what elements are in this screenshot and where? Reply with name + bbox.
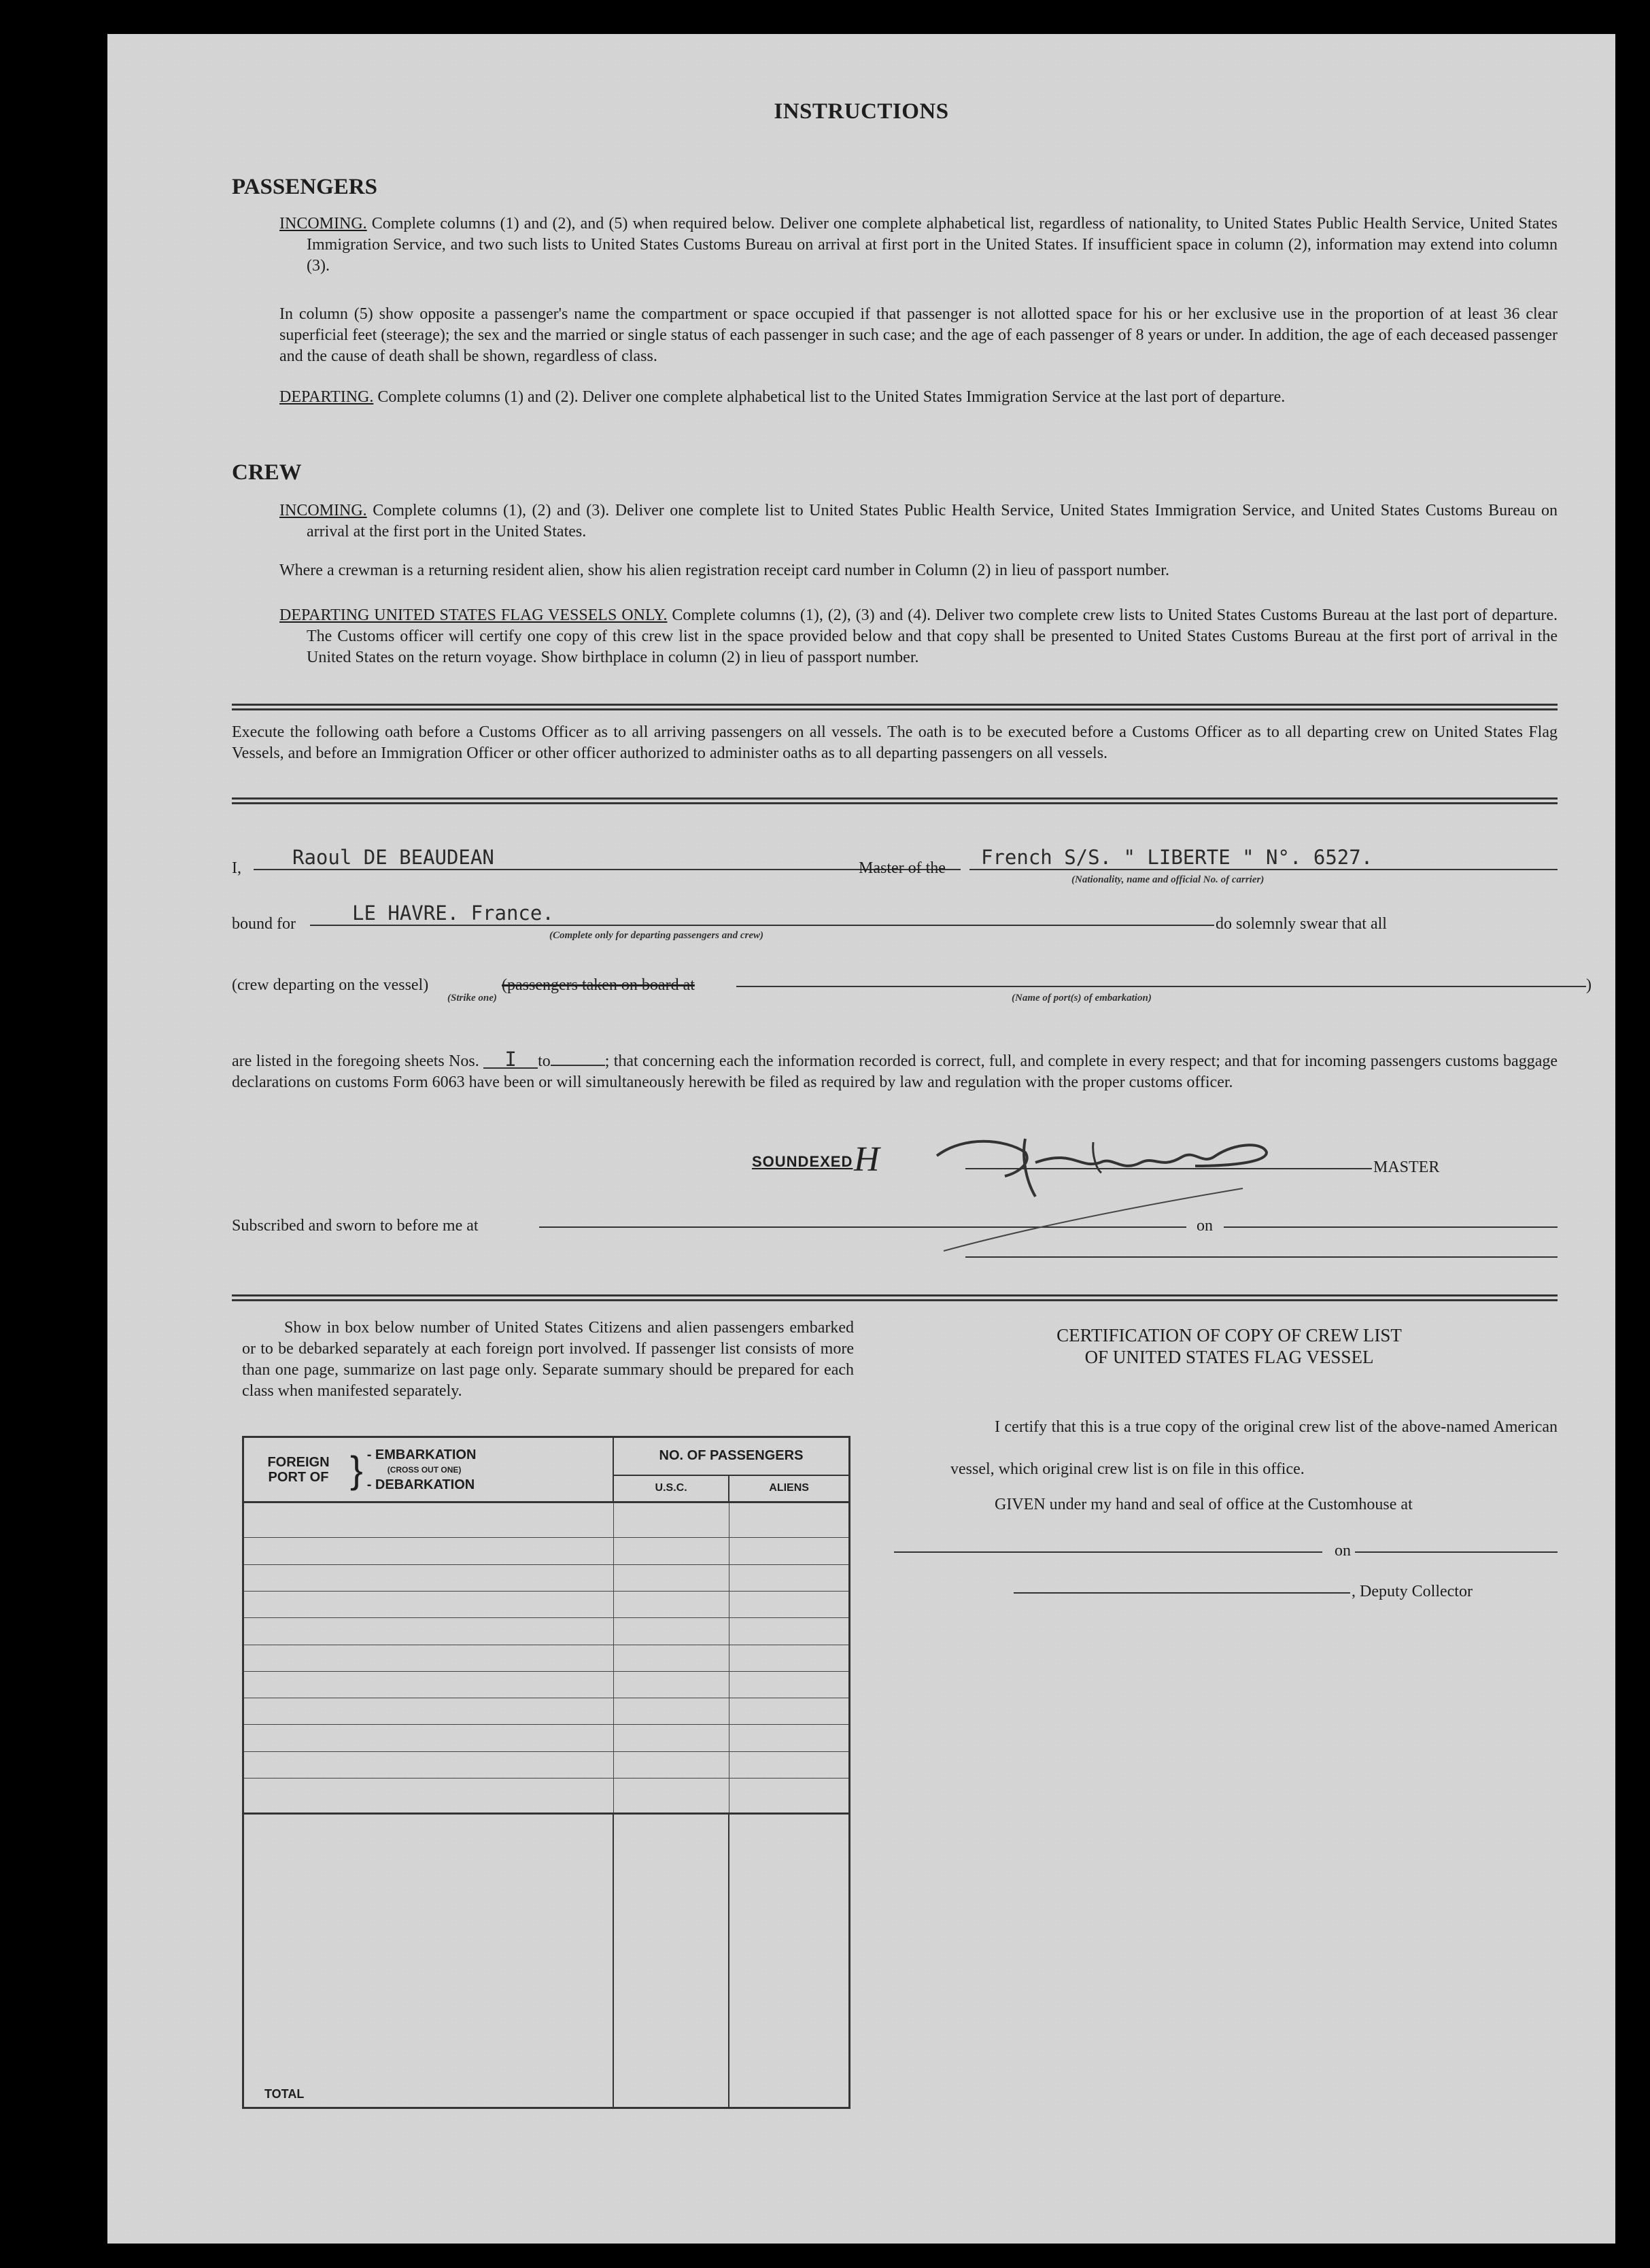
crew-crewman-paragraph: Where a crewman is a returning resident alien, show his alien registration receipt card number in Column (2) in lieu of passport number. <box>279 562 1169 579</box>
port-cell[interactable] <box>243 1618 614 1645</box>
port-column-header <box>243 1437 614 1502</box>
certification-on-label: on <box>1335 1542 1351 1560</box>
crew-incoming-text: Complete columns (1), (2) and (3). Deliver one complete list to United States Public Health Service, United States Immigration Service, and United States Customs Bureau on arrival at the first port in the United States. <box>307 502 1558 540</box>
usc-cell[interactable] <box>613 1645 729 1671</box>
table-row <box>243 1725 850 1751</box>
table-row <box>243 1564 850 1591</box>
passengers-column5-paragraph: In column (5) show opposite a passenger's name the compartment or space occupied if that passenger is not allotted space for his or her exclusive use in the proportion of at least 36 clear superficial feet (steerage); the sex and the married or single status of each passenger in such case; and the age of each passenger of 8 years or under. In addition, the age of each deceased passenger and the cause of death shall be shown, regardless of class. <box>279 305 1558 365</box>
oath-intro: Execute the following oath before a Customs Officer as to all arriving passengers on all vessels. The oath is to be executed before a Customs Officer as to all departing crew on United States Flag Vessels, and before an Immigration Officer or other officer authorized to administer oaths as to all departing passengers on all vessels. <box>232 723 1558 762</box>
cross-out-hint: (CROSS OUT ONE) <box>387 1464 462 1475</box>
to-label: to <box>538 1052 551 1070</box>
vessel-field[interactable]: French S/S. " LIBERTE " N°. 6527. <box>981 846 1373 869</box>
port-cell[interactable] <box>243 1751 614 1778</box>
signature-tail-stroke <box>937 1183 1250 1258</box>
certification-body: I certify that this is a true copy of the original crew list of the above-named American vessel, which original crew list is on file in this office. <box>950 1418 1558 1478</box>
usc-column-header: U.S.C. <box>613 1475 729 1502</box>
port-cell[interactable] <box>243 1779 614 1814</box>
port-cell[interactable] <box>243 1502 614 1538</box>
crew-departing-option: (crew departing on the vessel) <box>232 976 429 994</box>
swear-text: do solemnly swear that all <box>1216 915 1387 933</box>
aliens-cell[interactable] <box>729 1671 849 1698</box>
master-signature-line <box>965 1168 1372 1169</box>
table-row <box>243 1671 850 1698</box>
table-row <box>243 1538 850 1564</box>
port-cell[interactable] <box>243 1698 614 1725</box>
aliens-cell[interactable] <box>729 1502 849 1538</box>
aliens-cell[interactable] <box>729 1645 849 1671</box>
listed-rest: ; that concerning each the information recorded is correct, full, and complete in every respect; and that for incoming passengers customs baggage declarations on customs Form 6063 have been or will simultaneously herewith be filed as required by law and regulation with the proper customs officer. <box>232 1052 1558 1091</box>
crew-incoming-label: INCOMING. <box>279 502 367 519</box>
listed-label: are listed in the foregoing sheets Nos. <box>232 1052 479 1070</box>
crew-incoming-paragraph <box>279 500 1558 543</box>
deputy-signature-line <box>1014 1592 1350 1594</box>
strike-hint: (Strike one) <box>447 993 497 1003</box>
table-row <box>243 1645 850 1671</box>
customhouse-line <box>894 1551 1322 1553</box>
sworn-date-line <box>1224 1226 1558 1228</box>
master-of-label: Master of the <box>859 859 946 877</box>
page-title: INSTRUCTIONS <box>774 99 949 124</box>
form-sheet <box>107 34 1615 2244</box>
port-cell[interactable] <box>243 1671 614 1698</box>
usc-cell[interactable] <box>613 1564 729 1591</box>
passengers-departing-text: Complete columns (1) and (2). Deliver one complete alphabetical list to the United States Immigration Service at the last port of departure. <box>377 388 1286 406</box>
usc-cell[interactable] <box>613 1592 729 1618</box>
embarkation-port-line <box>736 986 1586 987</box>
passengers-count-header: NO. OF PASSENGERS <box>613 1437 850 1475</box>
port-cell[interactable] <box>243 1645 614 1671</box>
usc-cell[interactable] <box>613 1618 729 1645</box>
destination-line <box>310 925 1214 926</box>
master-label: MASTER <box>1373 1158 1440 1176</box>
bound-for-label: bound for <box>232 915 296 933</box>
soundexed-stamp: SOUNDEXED <box>752 1153 853 1170</box>
crew-departing-paragraph <box>279 605 1558 668</box>
passenger-summary-table <box>242 1436 850 2109</box>
aliens-cell[interactable] <box>729 1618 849 1645</box>
officer-signature-line <box>965 1256 1558 1258</box>
handwritten-initials: H <box>854 1140 880 1179</box>
crew-departing-label: DEPARTING UNITED STATES FLAG VESSELS ONLY. <box>279 606 668 624</box>
passengers-departing-label: DEPARTING. <box>279 388 374 406</box>
vessel-line <box>969 869 1558 870</box>
usc-cell[interactable] <box>613 1779 729 1814</box>
close-paren: ) <box>1586 976 1592 994</box>
port-cell[interactable] <box>243 1725 614 1751</box>
table-row <box>243 1779 850 1814</box>
certification-title-line1: CERTIFICATION OF COPY OF CREW LIST <box>1056 1325 1402 1345</box>
usc-cell[interactable] <box>613 1502 729 1538</box>
port-cell[interactable] <box>243 1592 614 1618</box>
embarkation-label: - EMBARKATION <box>366 1447 477 1462</box>
passengers-heading: PASSENGERS <box>232 175 377 199</box>
usc-cell[interactable] <box>613 1751 729 1778</box>
passengers-departing-paragraph <box>279 387 1558 408</box>
crew-heading: CREW <box>232 460 302 485</box>
certification-title-line2: OF UNITED STATES FLAG VESSEL <box>1084 1347 1374 1367</box>
foreign-port-label: FOREIGN PORT OF <box>267 1454 330 1485</box>
table-row <box>243 1698 850 1725</box>
aliens-cell[interactable] <box>729 1698 849 1725</box>
passengers-incoming-text: Complete columns (1) and (2), and (5) when required below. Deliver one complete alphabetical list, regardless of nationality, to United States Public Health Service, United States Immigration Service, and two such lists to United States Customs Bureau on arrival at first port in the United States. If insufficient space in column (2), information may extend into column (3). <box>307 215 1558 275</box>
aliens-cell[interactable] <box>729 1725 849 1751</box>
total-row <box>243 1814 850 2108</box>
aliens-cell[interactable] <box>729 1538 849 1564</box>
master-name-field[interactable]: Raoul DE BEAUDEAN <box>292 846 494 869</box>
aliens-total-cell[interactable] <box>729 1814 849 2108</box>
brace-symbol: } <box>350 1447 363 1491</box>
table-row <box>243 1502 850 1538</box>
table-row <box>243 1751 850 1778</box>
divider <box>232 797 1558 804</box>
oath-i-label: I, <box>232 859 241 877</box>
certification-date-line <box>1355 1551 1558 1553</box>
certification-title <box>950 1324 1508 1368</box>
subscribed-label: Subscribed and sworn to before me at <box>232 1217 479 1235</box>
port-hint: (Name of port(s) of embarkation) <box>1012 993 1152 1003</box>
debarkation-label: - DEBARKATION <box>366 1477 475 1492</box>
usc-cell[interactable] <box>613 1698 729 1725</box>
port-cell[interactable] <box>243 1564 614 1591</box>
aliens-cell[interactable] <box>729 1751 849 1778</box>
table-row <box>243 1618 850 1645</box>
sheet-to-field[interactable] <box>551 1051 605 1066</box>
usc-cell[interactable] <box>613 1725 729 1751</box>
aliens-cell[interactable] <box>729 1564 849 1591</box>
master-name-line <box>254 869 961 870</box>
table-row <box>243 1592 850 1618</box>
total-label: TOTAL <box>243 1814 614 2108</box>
usc-cell[interactable] <box>613 1538 729 1564</box>
passengers-incoming-label: INCOMING. <box>279 215 367 233</box>
passengers-incoming-paragraph <box>279 213 1558 277</box>
divider <box>232 1294 1558 1301</box>
usc-cell[interactable] <box>613 1671 729 1698</box>
aliens-column-header: ALIENS <box>729 1475 849 1502</box>
usc-total-cell[interactable] <box>613 1814 729 2108</box>
listed-paragraph <box>232 1048 1558 1093</box>
aliens-cell[interactable] <box>729 1592 849 1618</box>
passengers-option-struck: (passengers taken on board at <box>502 976 695 994</box>
sworn-on-label: on <box>1197 1217 1213 1235</box>
destination-hint: (Complete only for departing passengers and crew) <box>549 930 763 941</box>
divider <box>232 704 1558 710</box>
aliens-cell[interactable] <box>729 1779 849 1814</box>
port-cell[interactable] <box>243 1538 614 1564</box>
vessel-hint: (Nationality, name and official No. of carrier) <box>1071 874 1265 885</box>
sheet-from-field[interactable]: I <box>483 1051 538 1069</box>
deputy-collector-label: , Deputy Collector <box>1352 1583 1473 1600</box>
summary-instructions: Show in box below number of United States Citizens and alien passengers embarked or to be debarked separately at each foreign port involved. If passenger list consists of more than one page, summarize on last page only. Separate summary should be prepared for each class when manifested separately. <box>242 1319 854 1400</box>
crew-departing-text: Complete columns (1), (2), (3) and (4). Deliver two complete crew lists to United States Customs Bureau at the last port of departure. The Customs officer will certify one copy of this crew list in the space provided below and that copy shall be presented to United States Customs Bureau at the first port of arrival in the United States on the return voyage. Show birthplace in column (2) in lieu of passport number. <box>307 606 1558 666</box>
destination-field[interactable]: LE HAVRE. France. <box>352 901 554 925</box>
certification-given: GIVEN under my hand and seal of office at the Customhouse at <box>995 1496 1413 1513</box>
